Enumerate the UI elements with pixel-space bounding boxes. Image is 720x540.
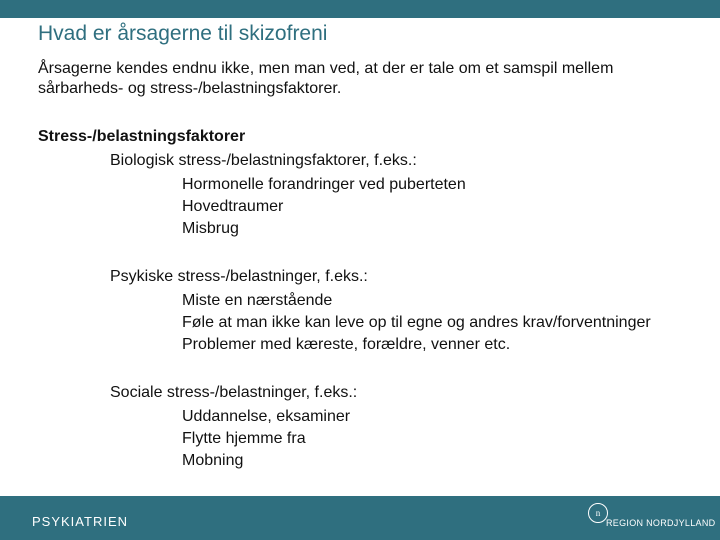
psykiatrien-logo: PSYKIATRIEN <box>32 514 129 529</box>
list-item: Mobning <box>182 452 244 469</box>
slide-title: Hvad er årsagerne til skizofreni <box>38 22 328 45</box>
content-block <box>38 125 698 473</box>
list-item: Hovedtraumer <box>182 198 284 215</box>
section-heading: Stress-/belastningsfaktorer <box>38 128 246 145</box>
group-label: Biologisk stress-/belastningsfaktorer, f.eks.: <box>110 152 417 169</box>
list-item: Misbrug <box>182 220 239 237</box>
list-item: Uddannelse, eksaminer <box>182 408 351 425</box>
group-psychological <box>38 265 698 355</box>
region-logo-icon: n <box>588 503 608 523</box>
group-label: Sociale stress-/belastninger, f.eks.: <box>110 384 358 401</box>
list-item: Flytte hjemme fra <box>182 430 306 447</box>
list-item: Miste en nærstående <box>182 292 333 309</box>
list-item: Hormonelle forandringer ved puberteten <box>182 176 466 193</box>
spacer <box>38 357 698 381</box>
top-bar <box>0 0 720 18</box>
spacer <box>38 241 698 265</box>
list-item: Problemer med kæreste, forældre, venner etc. <box>182 336 511 353</box>
group-biological <box>38 149 698 239</box>
group-social <box>38 381 698 471</box>
region-nordjylland-logo: REGION NORDJYLLAND <box>606 518 716 528</box>
group-label: Psykiske stress-/belastninger, f.eks.: <box>110 268 368 285</box>
intro-paragraph: Årsagerne kendes endnu ikke, men man ved, at der er tale om et samspil mellem sårbarheds- og stress-/belastningsfaktorer. <box>38 60 614 97</box>
list-item: Føle at man ikke kan leve op til egne og andres krav/forventninger <box>182 314 651 331</box>
